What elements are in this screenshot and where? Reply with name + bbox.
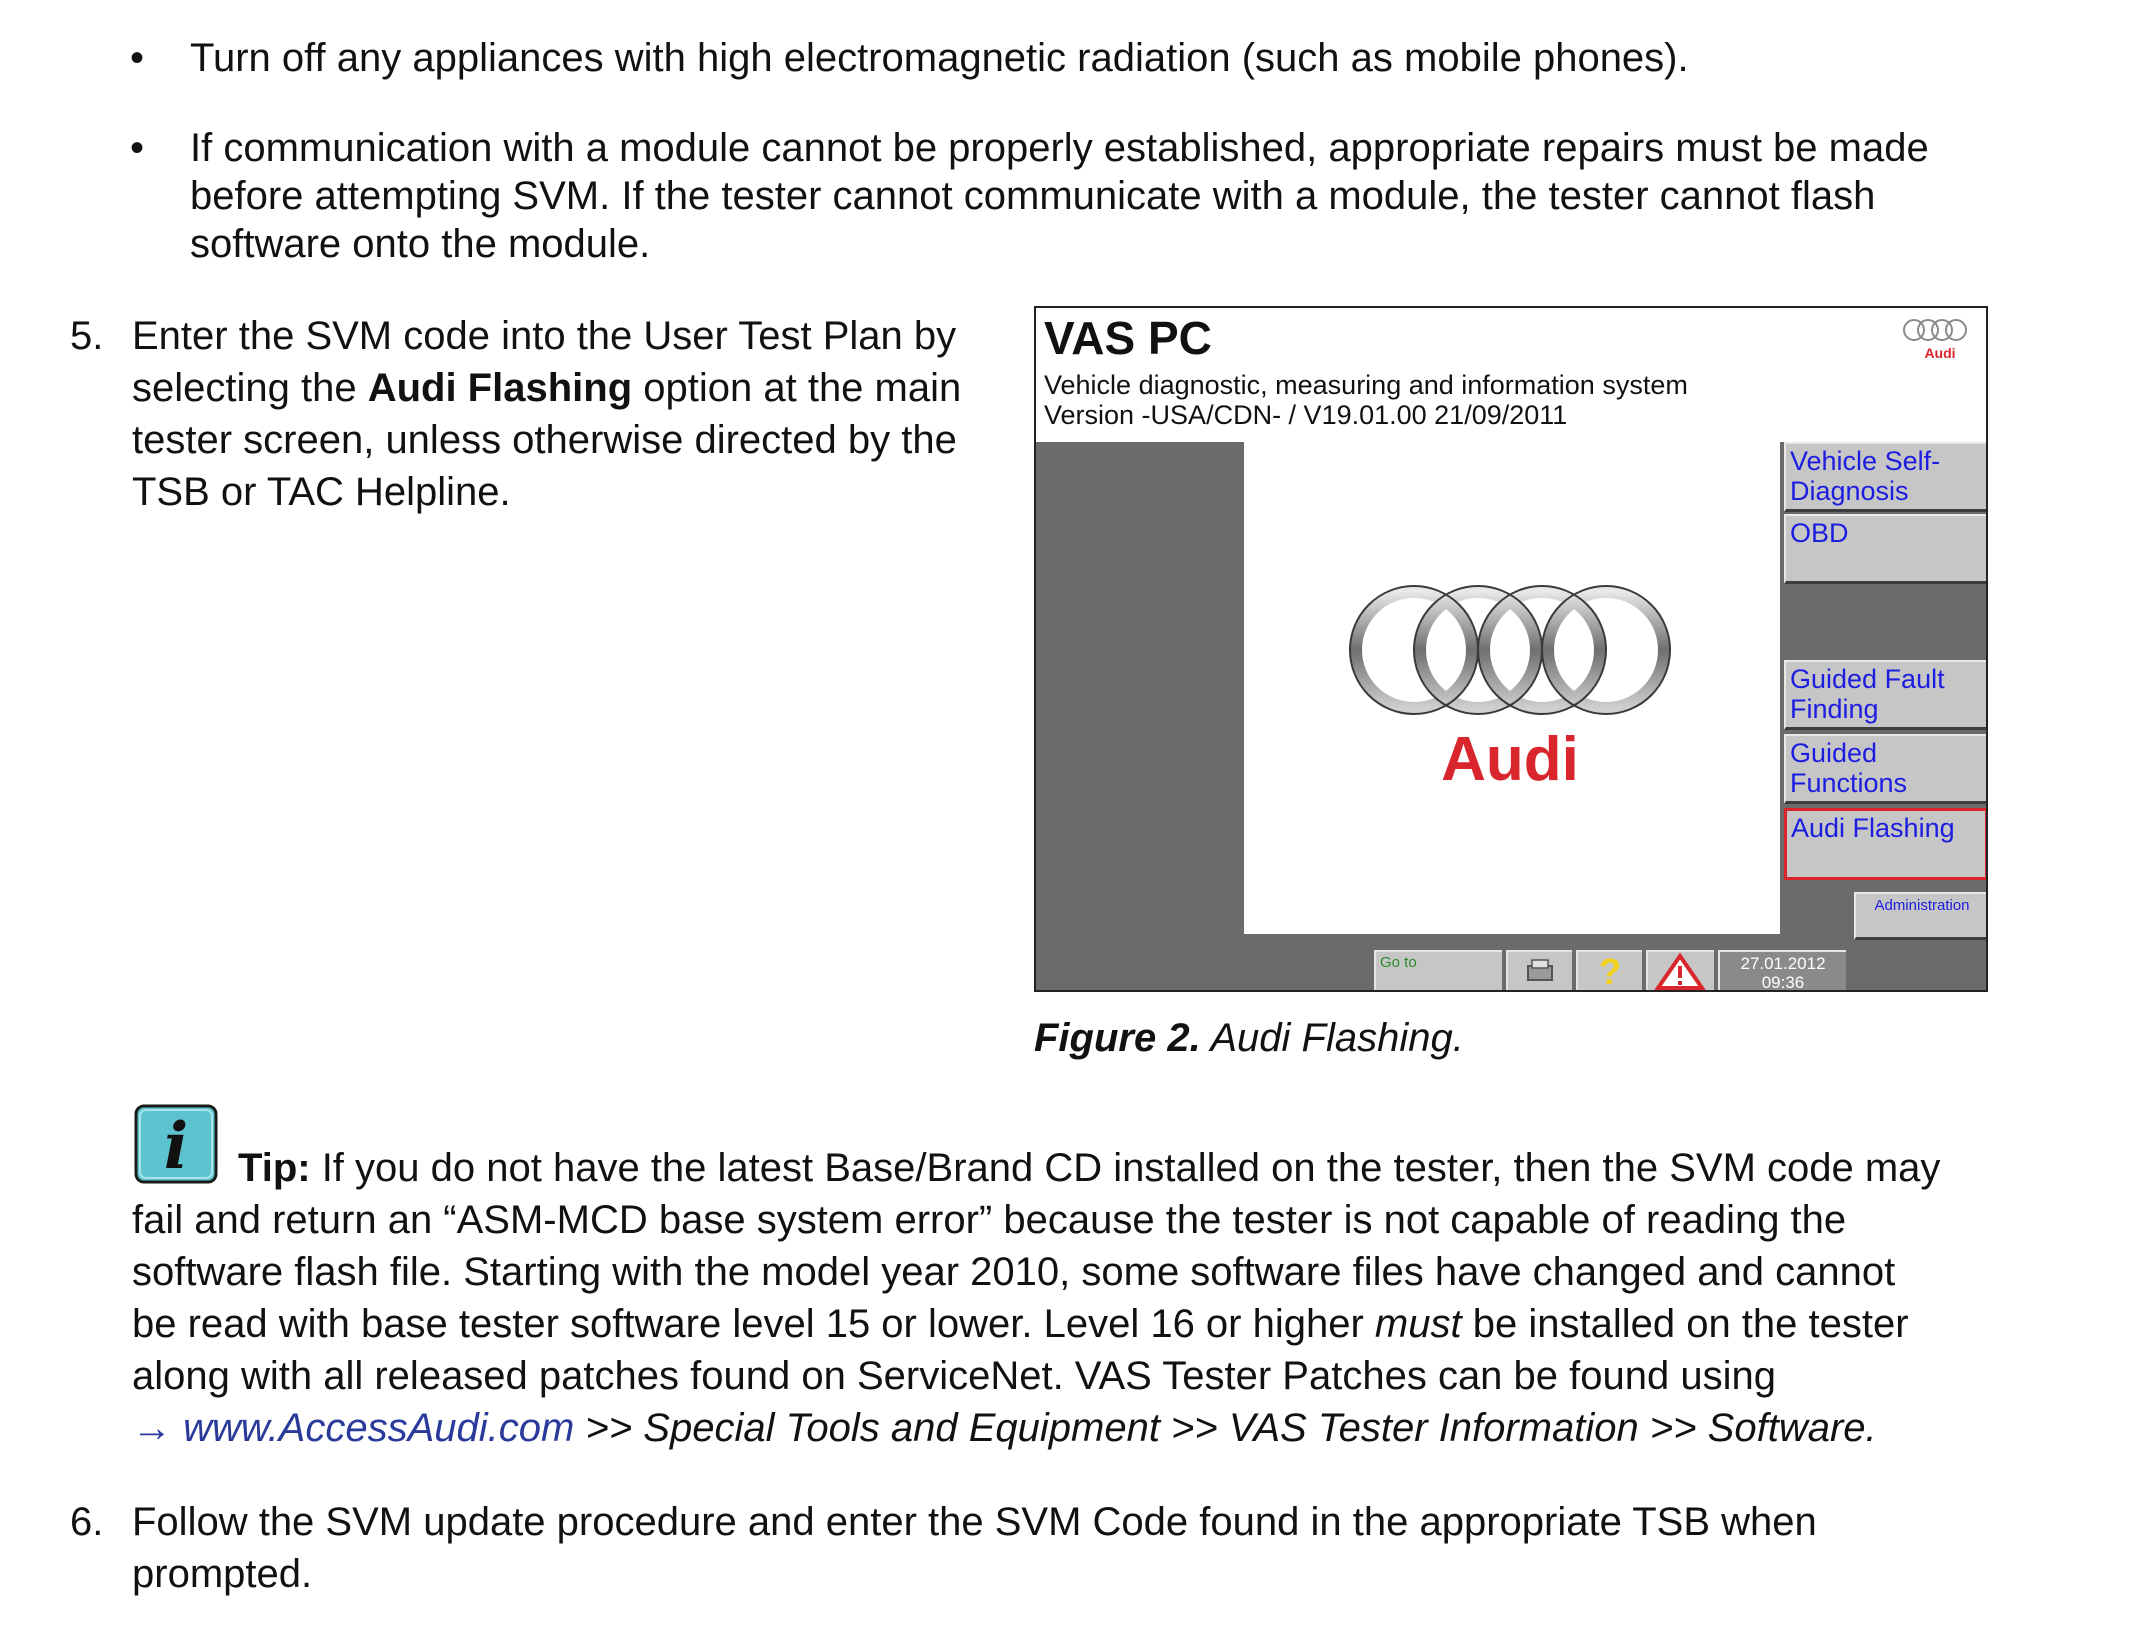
tip-line-3: software flash file. Starting with the model year 2010, some software files have changed and cannot [132,1250,1896,1294]
printer-icon [1508,952,1570,992]
audi-mini-logo [1900,316,1980,364]
audi-mini-logo-text: Audi [1924,345,1956,361]
bullet-text-1: Turn off any appliances with high electromagnetic radiation (such as mobile phones). [190,36,1689,80]
help-icon: ? [1599,951,1621,992]
audi-logo-panel [1244,442,1780,934]
obd-label: OBD [1790,518,1849,548]
step-5-line-2-post: option at the main [632,366,962,410]
tip-path-text: >> Special Tools and Equipment >> VAS Tester Information >> Software. [574,1406,1877,1450]
step-5-line-3: tester screen, unless otherwise directed by the [132,418,957,462]
figure-caption-text: Audi Flashing. [1200,1016,1464,1060]
vas-main-area [1036,442,1988,992]
step-5-number: 5. [70,314,104,358]
accessaudi-link[interactable]: → www.AccessAudi.com [132,1406,575,1450]
goto-button[interactable] [1374,950,1502,992]
bullet-dot: • [130,36,145,80]
step-5-line-4: TSB or TAC Helpline. [132,470,511,514]
step-6-line-2: prompted. [132,1552,313,1596]
step-5-line-1: Enter the SVM code into the User Test Plan by [132,314,957,358]
tip-line-1 [238,1142,1940,1194]
step-5-line-2-pre: selecting the [132,366,368,410]
vas-subtitle: Vehicle diagnostic, measuring and information system [1044,370,1688,400]
audi-flashing-bold: Audi Flashing [367,366,633,410]
info-glyph: i [163,1109,189,1184]
warning-icon [1648,952,1712,992]
time-text: 09:36 [1761,973,1805,992]
bullet-text-2-line-3: software onto the module. [190,222,651,266]
bullet-text-2-line-2: before attempting SVM. If the tester cannot communicate with a module, the tester cannot flash [190,174,1876,218]
vehicle-self-diagnosis-button[interactable] [1784,442,1988,512]
vas-pc-screenshot [1034,306,1988,992]
audi-brand-text: Audi [1441,725,1579,794]
tip-line-1-text: If you do not have the latest Base/Brand CD installed on the tester, then the SVM code may [310,1146,1941,1190]
vas-version: Version -USA/CDN- / V19.01.00 21/09/2011 [1044,400,1568,430]
figure-caption-label: Figure 2. [1034,1016,1201,1060]
gff-label-2: Finding [1790,694,1879,724]
tip-line-4-post: be installed on the tester [1461,1302,1909,1346]
obd-button[interactable] [1784,514,1988,584]
date-time-display [1718,950,1846,992]
print-button[interactable] [1506,950,1572,992]
gf-label-1: Guided [1790,738,1878,768]
tip-line-4-pre: be read with base tester software level 15 or lower. Level 16 or higher [132,1302,1375,1346]
step-6-number: 6. [70,1500,104,1544]
audi-rings-logo [1244,442,1780,934]
self-diag-label-1: Vehicle Self- [1790,446,1941,476]
tip-label: Tip: [238,1146,311,1190]
date-text: 27.01.2012 [1740,954,1826,973]
goto-label: Go to [1380,954,1417,971]
step-5-line-2 [132,362,961,414]
figure-caption [1034,1012,1464,1064]
step-6-line-1: Follow the SVM update procedure and enter the SVM Code found in the appropriate TSB when [132,1500,1817,1544]
tip-line-6 [132,1402,1877,1454]
help-button[interactable] [1576,950,1642,992]
guided-fault-finding-button[interactable] [1784,660,1988,730]
tip-line-4 [132,1298,1909,1350]
warning-button[interactable] [1646,950,1714,992]
self-diag-label-2: Diagnosis [1790,476,1909,506]
tip-line-2: fail and return an “ASM-MCD base system error” because the tester is not capable of reading the [132,1198,1847,1242]
gff-label-1: Guided Fault [1790,664,1945,694]
audi-flashing-button[interactable] [1784,808,1988,880]
tip-line-4-emphasis: must [1374,1302,1462,1346]
bullet-dot: • [130,126,145,170]
guided-functions-button[interactable] [1784,734,1988,804]
administration-label: Administration [1874,897,1970,914]
bullet-text-2-line-1: If communication with a module cannot be properly established, appropriate repairs must be made [190,126,1929,170]
tip-line-5: along with all released patches found on ServiceNet. VAS Tester Patches can be found using [132,1354,1776,1398]
info-icon [134,1104,218,1184]
audi-flashing-label: Audi Flashing [1791,813,1955,843]
vas-pc-title: VAS PC [1044,312,1212,364]
administration-button[interactable] [1854,892,1988,940]
gf-label-2: Functions [1790,768,1908,798]
